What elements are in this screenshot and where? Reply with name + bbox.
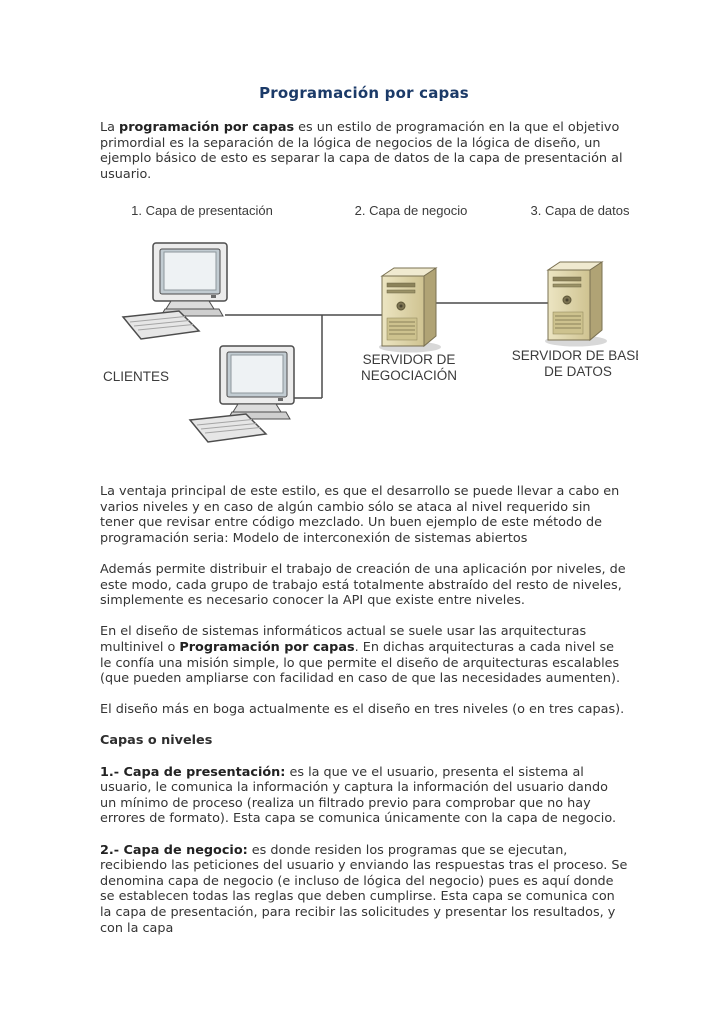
database-server bbox=[545, 262, 607, 347]
paragraph-arquitecturas bbox=[100, 624, 628, 686]
layers-diagram-svg bbox=[98, 198, 638, 458]
paragraph-text: La bbox=[100, 120, 120, 135]
clients-label: CLIENTES bbox=[103, 368, 170, 384]
document-content bbox=[100, 0, 638, 936]
paragraph-text: es la que ve el usuario, presenta el sistema al usuario, le comunica la información y captura la información del usuario dando un mínimo de proceso (realiza un filtrado previo para comprobar que no hay errores de formato). Esta capa se comunica únicamente con la capa de negocio. bbox=[100, 764, 617, 827]
paragraph-capa-presentacion bbox=[100, 765, 628, 827]
diagram-layer3-label: 3. Capa de datos bbox=[530, 202, 630, 218]
paragraph-ventaja: La ventaja principal de este estilo, es que el desarrollo se puede llevar a cabo en varios niveles y en caso de algún cambio sólo se ataca al nivel requerido sin tener que revisar entre código mezclado. Un buen ejemplo de este método de programación seria: Modelo de interconexión de sistemas abiertos bbox=[100, 483, 620, 546]
paragraph-tres-niveles: El diseño más en boga actualmente es el diseño en tres niveles (o en tres capas). bbox=[100, 702, 625, 718]
diagram-layer1-label: 1. Capa de presentación bbox=[131, 202, 273, 218]
paragraph-capa-negocio bbox=[100, 843, 628, 937]
paragraph-text: es donde residen los programas que se ejecutan, recibiendo las peticiones del usuario y enviando las respuestas tras el proceso. Se denomina capa de negocio (e incluso de lógica del negocio) pues es aquí donde se establecen todas las reglas que deben cumplirse. Esta capa se comunica con la capa de presentación, para recibir las solicitudes y presentar los resultados, y con la capa bbox=[100, 842, 628, 936]
paragraph-text: . En dichas arquitecturas a cada nivel se le confía una misión simple, lo que permite el diseño de arquitecturas escalables (que pueden ampliarse con facilidad en caso de que las necesidades aumenten). bbox=[100, 639, 621, 687]
paragraph-text: En el diseño de sistemas informáticos actual se suele usar las arquitecturas multinivel o bbox=[100, 624, 587, 655]
negotiation-server bbox=[379, 268, 441, 353]
heading-capas-o-niveles: Capas o niveles bbox=[100, 733, 213, 749]
bold-term-programacion-por-capas: programación por capas bbox=[119, 120, 295, 135]
bold-term-programacion-por-capas: Programación por capas bbox=[179, 639, 355, 655]
bold-term-capa-presentacion: 1.- Capa de presentación: bbox=[100, 764, 286, 780]
document-title: Programación por capas bbox=[259, 84, 469, 102]
paragraph-intro bbox=[100, 120, 628, 182]
bold-term-capa-negocio: 2.- Capa de negocio: bbox=[100, 842, 248, 858]
layers-diagram bbox=[98, 198, 638, 458]
database-server-label-line2: DE DATOS bbox=[544, 363, 612, 379]
client-computer-1 bbox=[123, 243, 227, 339]
paragraph-distribucion: Además permite distribuir el trabajo de creación de una aplicación por niveles, de este modo, cada grupo de trabajo está totalmente abstraído del resto de niveles, simplemente es necesario conocer la API que existe entre niveles. bbox=[100, 561, 626, 609]
negotiation-server-label-line1: SERVIDOR DE bbox=[362, 351, 456, 367]
negotiation-server-label-line2: NEGOCIACIÓN bbox=[360, 367, 458, 383]
diagram-layer2-label: 2. Capa de negocio bbox=[354, 202, 468, 218]
client-computer-2 bbox=[190, 346, 294, 442]
database-server-label-line1: SERVIDOR DE BASE bbox=[511, 347, 638, 363]
paragraph-text: es un estilo de programación en la que el objetivo primordial es la separación de la lógica de negocios de la lógica de diseño, un ejemplo básico de esto es separar la capa de datos de la capa de presentación al usuario. bbox=[100, 120, 623, 182]
